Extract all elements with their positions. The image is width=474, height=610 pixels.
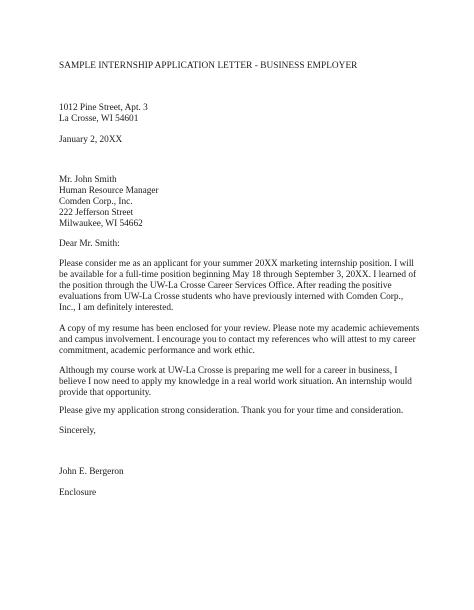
paragraph-line: be available for a full-time position beginning May 18 through September 3, 20XX. I learned of [59,269,417,280]
body-paragraph-3 [59,366,412,399]
paragraph-line: provide that opportunity. [59,387,152,398]
letter-page [59,0,459,610]
body-paragraph-2 [59,324,419,357]
paragraph-line: commitment, academic performance and work ethic. [59,345,255,356]
recipient-title: Human Resource Manager [59,186,159,196]
paragraph-line: Although my course work at UW-La Crosse is preparing me well for a career in business, I [59,366,398,376]
recipient-company: Comden Corp., Inc. [59,197,133,207]
paragraph-line: and campus involvement. I encourage you to contact my references who will attest to my career [59,334,416,345]
recipient-name: Mr. John Smith [59,175,117,185]
letter-date: January 2, 20XX [59,135,123,145]
recipient-street: 222 Jefferson Street [59,208,134,218]
enclosure-note: Enclosure [59,488,97,498]
paragraph-line: Please consider me as an applicant for your summer 20XX marketing internship position. I will [59,259,415,269]
body-paragraph-1 [59,259,416,314]
sender-street: 1012 Pine Street, Apt. 3 [59,103,148,113]
salutation: Dear Mr. Smith: [59,239,120,249]
paragraph-line: the position through the UW-La Crosse Career Services Office. After reading the positive [59,280,392,291]
paragraph-line: Inc., I am definitely interested. [59,302,174,313]
paragraph-line: evaluations from UW-La Crosse students who have previously interned with Comden Corp., [59,291,404,302]
signature-name: John E. Bergeron [59,467,124,477]
letter-title: SAMPLE INTERNSHIP APPLICATION LETTER - BUSINESS EMPLOYER [59,61,358,71]
paragraph-line: believe I now need to apply my knowledge in a real world work situation. An internship would [59,376,412,387]
sender-city: La Crosse, WI 54601 [59,114,139,124]
body-paragraph-4: Please give my application strong consideration. Thank you for your time and consideration. [59,406,404,416]
closing: Sincerely, [59,426,96,436]
paragraph-line: A copy of my resume has been enclosed for your review. Please note my academic achievements [59,324,420,334]
recipient-city: Milwaukee, WI 54662 [59,219,143,229]
